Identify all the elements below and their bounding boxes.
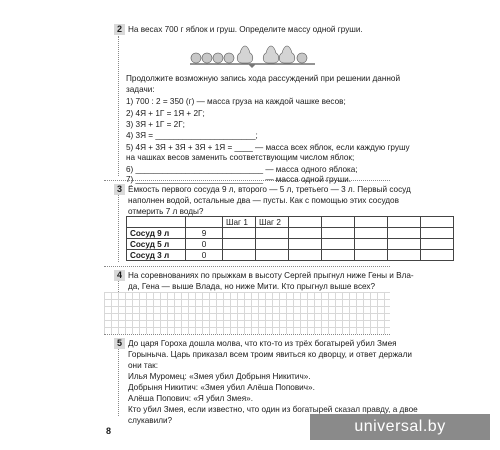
task-5-line-5: Добрыня Никитич: «Змея убил Алёша Попович».: [128, 383, 315, 392]
table-cell-empty[interactable]: [223, 228, 256, 239]
answer-grid[interactable]: [104, 292, 390, 334]
table-cell-empty[interactable]: [256, 228, 289, 239]
table-cell-empty[interactable]: [388, 217, 421, 228]
page-number: 8: [106, 426, 112, 436]
table-cell-empty[interactable]: [355, 217, 388, 228]
table-row-value: 0: [186, 239, 223, 250]
table-cell-empty[interactable]: [322, 217, 355, 228]
table-row-value: 0: [186, 250, 223, 261]
table-cell-empty[interactable]: [256, 239, 289, 250]
table-row-label: Сосуд 9 л: [127, 228, 186, 239]
table-cell-empty[interactable]: [388, 250, 421, 261]
apple-icon: [191, 53, 234, 63]
task-3-line-3: отмерить 7 л воды?: [128, 207, 204, 216]
table-row-label: Сосуд 3 л: [127, 250, 186, 261]
table-cell-empty[interactable]: [388, 228, 421, 239]
table-cell-empty[interactable]: [388, 239, 421, 250]
task-4-line-1: На соревнованиях по прыжкам в высоту Сергей прыгнул ниже Гены и Вла-: [128, 271, 414, 280]
task-3-line-2: наполнен водой, остальные два — пусты. Как с помощью этих сосудов: [128, 196, 399, 205]
table-header-cell: [127, 217, 186, 228]
margin-line-task2: [118, 36, 119, 176]
pear-icon: [237, 46, 253, 63]
table-cell-empty[interactable]: [355, 250, 388, 261]
table-cell-empty[interactable]: [289, 217, 322, 228]
table-cell-empty[interactable]: [322, 250, 355, 261]
task-5-line-4: Илья Муромец: «Змея убил Добрыня Никитич».: [128, 372, 311, 381]
table-row: [127, 239, 454, 250]
task-4-line-2: да, Гена — выше Влада, но ниже Мити. Кто прыгнул выше всех?: [128, 282, 376, 291]
separator-2: [104, 266, 390, 267]
task-2-step-6: 6) ____________________________ — масса одного яблока;: [126, 165, 358, 174]
table-row: [127, 250, 454, 261]
table-row-label: Сосуд 5 л: [127, 239, 186, 250]
table-cell-empty[interactable]: [355, 239, 388, 250]
margin-line-task3: [118, 194, 119, 262]
scales-illustration: [190, 38, 330, 68]
task-5-number: 5: [114, 338, 125, 349]
table-cell-empty[interactable]: [322, 228, 355, 239]
task-2-step-1: 1) 700 : 2 = 350 (г) — масса груза на каждой чашке весов;: [126, 97, 346, 106]
separator-3: [104, 334, 390, 335]
table-cell-empty[interactable]: [421, 228, 454, 239]
task-2-intro-2: задачи:: [126, 85, 155, 94]
vessel-steps-table: [126, 216, 454, 261]
task-5-line-7: Кто убил Змея, если известно, что один из богатырей сказал правду, а двое: [128, 405, 418, 414]
table-cell-empty[interactable]: [322, 239, 355, 250]
table-header-step-1: Шаг 1: [223, 217, 256, 228]
table-cell-empty[interactable]: [256, 250, 289, 261]
pear-icon: [263, 46, 295, 63]
task-2-title: На весах 700 г яблок и груш. Определите массу одной груши.: [128, 25, 363, 34]
table-cell-empty[interactable]: [355, 228, 388, 239]
task-2-step-2: 2) 4Я + 1Г = 1Я + 2Г;: [126, 109, 205, 118]
task-3-number: 3: [114, 184, 125, 195]
table-cell-empty[interactable]: [223, 239, 256, 250]
task-2-step-5: 5) 4Я + 3Я + 3Я + 3Я + 1Я = ____ — масса всех яблок, если каждую грушу: [126, 143, 410, 152]
task-5-line-1: До царя Гороха дошла молва, что кто-то из трёх богатырей убил Змея: [128, 339, 397, 348]
task-5-line-3: они так:: [128, 361, 158, 370]
task-5-line-8: слукавили?: [128, 416, 173, 425]
table-cell-empty[interactable]: [421, 250, 454, 261]
table-cell-empty[interactable]: [289, 250, 322, 261]
table-header-cell: [186, 217, 223, 228]
table-row: [127, 228, 454, 239]
task-2-number: 2: [114, 24, 125, 35]
table-cell-empty[interactable]: [223, 250, 256, 261]
table-cell-empty[interactable]: [289, 228, 322, 239]
apple-icon: [297, 53, 307, 63]
task-5-line-2: Горыныча. Царь приказал всем троим явиться ко дворцу, и ответ держали: [128, 350, 412, 359]
task-2-step-3: 3) 3Я + 1Г = 2Г;: [126, 120, 185, 129]
task-5-line-6: Алёша Попович: «Я убил Змея».: [128, 394, 253, 403]
task-4-number: 4: [114, 270, 125, 281]
table-header-step-2: Шаг 2: [256, 217, 289, 228]
task-2-step-4: 4) 3Я = ______________________;: [126, 131, 258, 140]
table-header-row: [127, 217, 454, 228]
table-row-value: 9: [186, 228, 223, 239]
watermark: universal.by: [310, 414, 490, 440]
table-cell-empty[interactable]: [421, 217, 454, 228]
task-2-step-5-cont: на чашках весов заменить соответствующим числом яблок;: [126, 153, 355, 162]
task-2-step-7: 7) ____________________________ — масса одной груши.: [126, 175, 352, 184]
task-3-line-1: Ёмкость первого сосуда 9 л, второго — 5 л, третьего — 3 л. Первый сосуд: [128, 185, 411, 194]
table-cell-empty[interactable]: [421, 239, 454, 250]
table-cell-empty[interactable]: [289, 239, 322, 250]
task-2-intro-1: Продолжите возможную запись хода рассуждений при решении данной: [126, 74, 401, 83]
margin-line-task5: [118, 348, 119, 416]
